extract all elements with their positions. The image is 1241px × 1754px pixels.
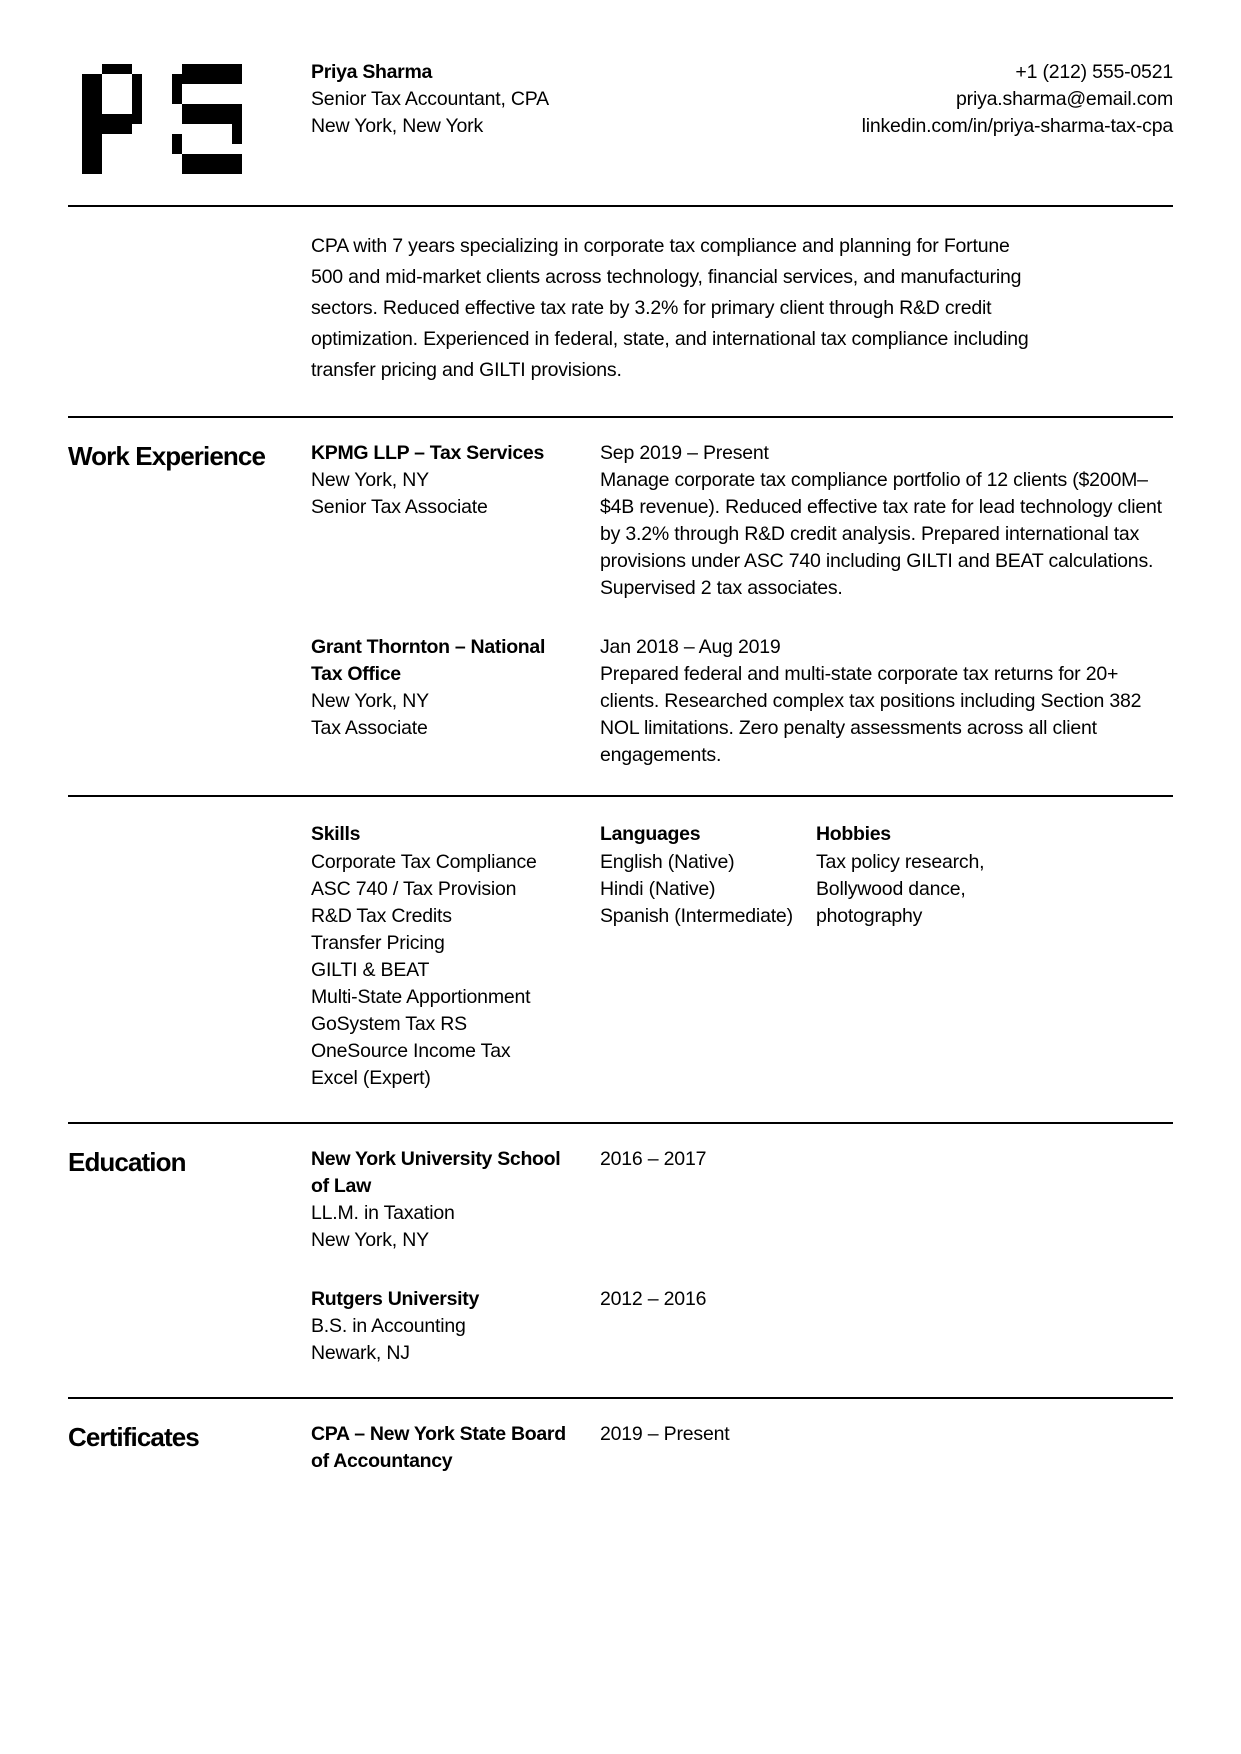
language-item: English (Native)	[600, 851, 735, 873]
skills-item: Transfer Pricing	[311, 932, 445, 954]
certificate-name: CPA – New York State Board of Accountancy	[311, 1423, 566, 1472]
education-section-label	[68, 1146, 311, 1179]
certificates-entries	[311, 1421, 1173, 1475]
skills-item: GILTI & BEAT	[311, 959, 430, 981]
education-entry-meta	[311, 1146, 600, 1254]
work-section	[68, 418, 1173, 795]
contact-phone[interactable]: +1 (212) 555-0521	[1015, 61, 1173, 83]
skills-section	[68, 797, 1173, 1122]
education-entry-detail	[600, 1146, 1173, 1173]
skills-item: Multi-State Apportionment	[311, 986, 531, 1008]
logo-container	[68, 48, 311, 174]
work-location: New York, NY	[311, 469, 429, 491]
skills-item: Excel (Expert)	[311, 1067, 431, 1089]
skills-columns	[311, 821, 1173, 1092]
resume-header	[68, 0, 1173, 205]
education-degree: B.S. in Accounting	[311, 1315, 466, 1337]
work-entry-meta	[311, 440, 600, 521]
education-entry	[311, 1146, 1173, 1254]
certificate-entry	[311, 1421, 1173, 1475]
language-item: Hindi (Native)	[600, 878, 716, 900]
certificates-section-title: Certificates	[68, 1422, 199, 1452]
person-title: Senior Tax Accountant, CPA	[311, 88, 549, 110]
skills-item: R&D Tax Credits	[311, 905, 452, 927]
contact-block	[611, 48, 1173, 140]
education-entry-meta	[311, 1286, 600, 1367]
work-description: Manage corporate tax compliance portfolio of 12 clients ($200M–$4B revenue). Reduced effective tax rate for lead technology client by 3.2% through R&D credit analysis. Prepared international tax provisions under ASC 740 including GILTI and BEAT calculations. Supervised 2 tax associates.	[600, 469, 1162, 599]
languages-heading: Languages	[600, 823, 701, 845]
education-location: Newark, NJ	[311, 1342, 410, 1364]
skills-heading: Skills	[311, 823, 361, 845]
skills-item: OneSource Income Tax	[311, 1040, 511, 1062]
work-entry	[311, 440, 1173, 602]
person-location: New York, New York	[311, 115, 483, 137]
skills-item: ASC 740 / Tax Provision	[311, 878, 517, 900]
contact-email[interactable]: priya.sharma@email.com	[956, 88, 1173, 110]
education-section	[68, 1124, 1173, 1397]
languages-column	[600, 821, 816, 930]
certificate-entry-meta	[311, 1421, 600, 1475]
work-entry-detail	[600, 634, 1173, 769]
work-entry	[311, 634, 1173, 769]
hobby-item: Tax policy research,	[816, 851, 985, 873]
work-organization: Grant Thornton – National Tax Office	[311, 636, 546, 685]
education-entries	[311, 1146, 1173, 1367]
work-section-label	[68, 440, 311, 473]
summary-text: CPA with 7 years specializing in corporate tax compliance and planning for Fortune 500 and mid-market clients across technology, financial services, and manufacturing sectors. Reduced effective tax rate by 3.2% for primary client through R&D credit optimization. Experienced in federal, state, and international tax compliance including transfer pricing and GILTI provisions.	[311, 235, 1029, 381]
hobbies-heading: Hobbies	[816, 823, 891, 845]
education-institution: New York University School of Law	[311, 1148, 561, 1197]
work-dates: Jan 2018 – Aug 2019	[600, 636, 781, 658]
work-role: Senior Tax Associate	[311, 496, 488, 518]
work-entry-meta	[311, 634, 600, 742]
education-location: New York, NY	[311, 1229, 429, 1251]
education-entry	[311, 1286, 1173, 1367]
education-dates: 2016 – 2017	[600, 1148, 707, 1170]
hobby-item: Bollywood dance,	[816, 878, 966, 900]
certificate-entry-detail	[600, 1421, 1173, 1448]
work-dates: Sep 2019 – Present	[600, 442, 769, 464]
certificate-dates: 2019 – Present	[600, 1423, 730, 1445]
education-institution: Rutgers University	[311, 1288, 479, 1310]
work-location: New York, NY	[311, 690, 429, 712]
work-description: Prepared federal and multi-state corporate tax returns for 20+ clients. Researched complex tax positions including Section 382 NOL limitations. Zero penalty assessments across all client engagements.	[600, 663, 1142, 766]
work-section-title: Work Experience	[68, 441, 266, 471]
person-name: Priya Sharma	[311, 61, 433, 83]
identity-block	[311, 48, 611, 140]
certificates-section-label	[68, 1421, 311, 1454]
work-organization: KPMG LLP – Tax Services	[311, 442, 544, 464]
work-role: Tax Associate	[311, 717, 428, 739]
work-entry-detail	[600, 440, 1173, 602]
skills-column	[311, 821, 600, 1092]
certificates-section	[68, 1399, 1173, 1475]
summary-body	[311, 231, 1173, 386]
contact-linkedin[interactable]: linkedin.com/in/priya-sharma-tax-cpa	[861, 115, 1173, 137]
hobbies-column	[816, 821, 1173, 930]
work-entries	[311, 440, 1173, 769]
pixel-monogram-ps-icon	[82, 54, 252, 174]
skills-item: Corporate Tax Compliance	[311, 851, 537, 873]
education-dates: 2012 – 2016	[600, 1288, 707, 1310]
skills-item: GoSystem Tax RS	[311, 1013, 467, 1035]
hobby-item: photography	[816, 905, 923, 927]
education-degree: LL.M. in Taxation	[311, 1202, 455, 1224]
education-entry-detail	[600, 1286, 1173, 1313]
education-section-title: Education	[68, 1147, 186, 1177]
language-item: Spanish (Intermediate)	[600, 905, 793, 927]
summary-section	[68, 207, 1173, 416]
